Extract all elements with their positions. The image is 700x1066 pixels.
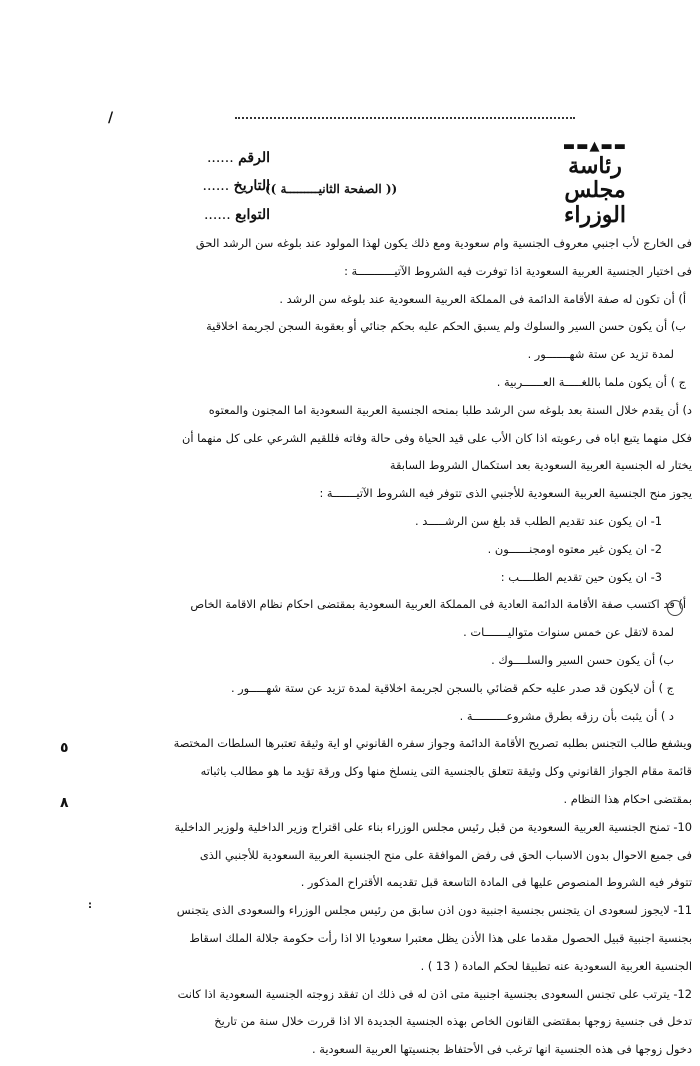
- body-line: 11- لايجوز لسعودى ان يتجنس بجنسية اجنبية دون اذن سابق من رئيس مجلس الوزراء والسعودى الذى يتجنس: [176, 903, 692, 918]
- body-line: تتوفر فيه الشروط المنصوص عليها فى المادة التاسعة قبل تقديمه الأقتراح المذكور .: [300, 875, 692, 890]
- body-line: د) أن يقدم خلال السنة بعد بلوغه سن الرشد طلبا بمنحه الجنسية العربية السعودية اما المجنون والمعتوه: [208, 402, 692, 417]
- logo-line-1: رئاسة: [568, 153, 622, 180]
- body-line: قائمة مقام الجواز القانوني وكل وثيقة تتعلق بالجنسية التى ينسلخ منها وكل ورقة تؤيد ما هو مطالب باثباته: [200, 764, 692, 779]
- logo-line-2: مجلس الوزراء: [564, 177, 626, 228]
- margin-mark: :: [88, 900, 92, 911]
- body-line: فى جميع الاحوال بدون الاسباب الحق فى رفض الموافقة على منح الجنسية العربية السعودية للأجنبي الذى: [199, 847, 692, 862]
- corner-mark: /: [108, 110, 114, 126]
- body-line: بمقتضى احكام هذا النظام .: [563, 791, 692, 806]
- margin-mark: ٨: [60, 795, 69, 811]
- emblem-icon: ▬▬▲▬▬: [562, 139, 628, 154]
- date-field: [203, 178, 271, 194]
- attachments-label: التوابع: [235, 207, 270, 223]
- body-line: فى اختيار الجنسية العربية السعودية اذا توفرت فيه الشروط الآتيـــــــــــة :: [344, 263, 692, 278]
- body-line: 10- تمنح الجنسية العربية السعودية من قبل رئيس مجلس الوزراء بناء على اقتراح وزير الداخلية ولوزير الداخلية: [174, 819, 692, 834]
- margin-mark: ٥: [60, 740, 69, 756]
- page-number-tag: (( الصفحة الثانيـــــــــة )): [265, 182, 398, 196]
- body-line: ب) أن يكون حسن السير والسلوك ولم يسبق الحكم عليه بحكم جنائي أو بعقوبة السجن لجريمة اخلاقية: [206, 319, 686, 334]
- letterhead-logo: [540, 140, 650, 230]
- reference-value: ......: [206, 150, 234, 166]
- body-line: فكل منهما يتبع اباه فى رعويته اذا كان الأب على قيد الحياة وفى حالة وفاته فللقيم الشرعي على كل منهما أن: [181, 430, 692, 445]
- body-line: 12- يترتب على تجنس السعودى بجنسية اجنبية متى اذن له فى ذلك ان تفقد زوجته الجنسية السعودية اذا كانت: [177, 986, 692, 1001]
- punch-hole-icon: [667, 600, 683, 616]
- top-rule: [235, 117, 575, 119]
- date-label: التاريخ: [233, 178, 270, 194]
- body-line: 3- ان يكون حين تقديم الطلــــب :: [500, 569, 662, 584]
- body-line: أ) قد اكتسب صفة الأقامة الدائمة العادية فى المملكة العربية السعودية بمقتضى احكام نظام الاقامة الخاص: [190, 597, 686, 612]
- body-line: د ) أن يثبت بأن رزقه بطرق مشروعــــــــــة .: [459, 708, 674, 723]
- body-line: بجنسية اجنبية قبيل الحصول مقدما على هذا الأذن يظل معتبرا سعوديا الا اذا رأت حكومة جلالة الملك اسقاط: [189, 930, 692, 945]
- body-line: 2- ان يكون غير معتوه اومجنــــــون .: [487, 541, 662, 556]
- reference-number-field: [207, 150, 270, 166]
- body-line: أ) أن تكون له صفة الأقامة الدائمة فى المملكة العربية السعودية عند بلوغه سن الرشد .: [279, 291, 686, 306]
- attachments-field: [204, 207, 270, 223]
- body-line: يختار له الجنسية العربية السعودية بعد استكمال الشروط السابقة: [389, 458, 692, 473]
- reference-label: الرقم: [238, 150, 270, 166]
- attachments-value: ......: [203, 207, 231, 223]
- body-line: 1- ان يكون عند تقديم الطلب قد بلغ سن الرشـــــد .: [414, 513, 662, 528]
- body-line: يجوز منح الجنسية العربية السعودية للأجنبي الذى تتوفر فيه الشروط الآتيـــــــة :: [319, 486, 692, 501]
- body-line: تدخل فى جنسية زوجها بمقتضى القانون الخاص بهذه الجنسية الجديدة الا اذا قررت خلال سنة من تاريخ: [214, 1014, 692, 1029]
- body-line: ويشفع طالب التجنس بطلبه تصريح الأقامة الدائمة وجواز سفره القانوني او اية وثيقة تعتبرها السلطات المختصة: [173, 736, 692, 751]
- body-line: ج ) أن يكون ملما باللغـــــة العــــــربية .: [496, 374, 686, 389]
- date-value: ......: [202, 178, 230, 194]
- body-line: ج ) أن لايكون قد صدر عليه حكم قضائي بالسجن لجريمة اخلاقية لمدة تزيد عن ستة شهـــــور .: [230, 680, 674, 695]
- body-line: ب) أن يكون حسن السير والسلــــوك .: [491, 652, 674, 667]
- body-line: لمدة تزيد عن ستة شهـــــــور .: [527, 347, 674, 362]
- body-line: لمدة لاتقل عن خمس سنوات متواليـــــــات .: [463, 625, 674, 640]
- document-body: [72, 232, 692, 1066]
- body-line: دخول زوجها فى هذه الجنسية انها ترغب فى الأحتفاظ بجنسيتها العربية السعودية .: [311, 1042, 692, 1057]
- body-line: فى الخارج لأب اجنبي معروف الجنسية وام سعودية ومع ذلك يكون لهذا المولود عند بلوغه سن الرشد الحق: [195, 236, 692, 250]
- body-line: الجنسية العربية السعودية عنه تطبيقا لحكم المادة ( 13 ) .: [420, 958, 692, 973]
